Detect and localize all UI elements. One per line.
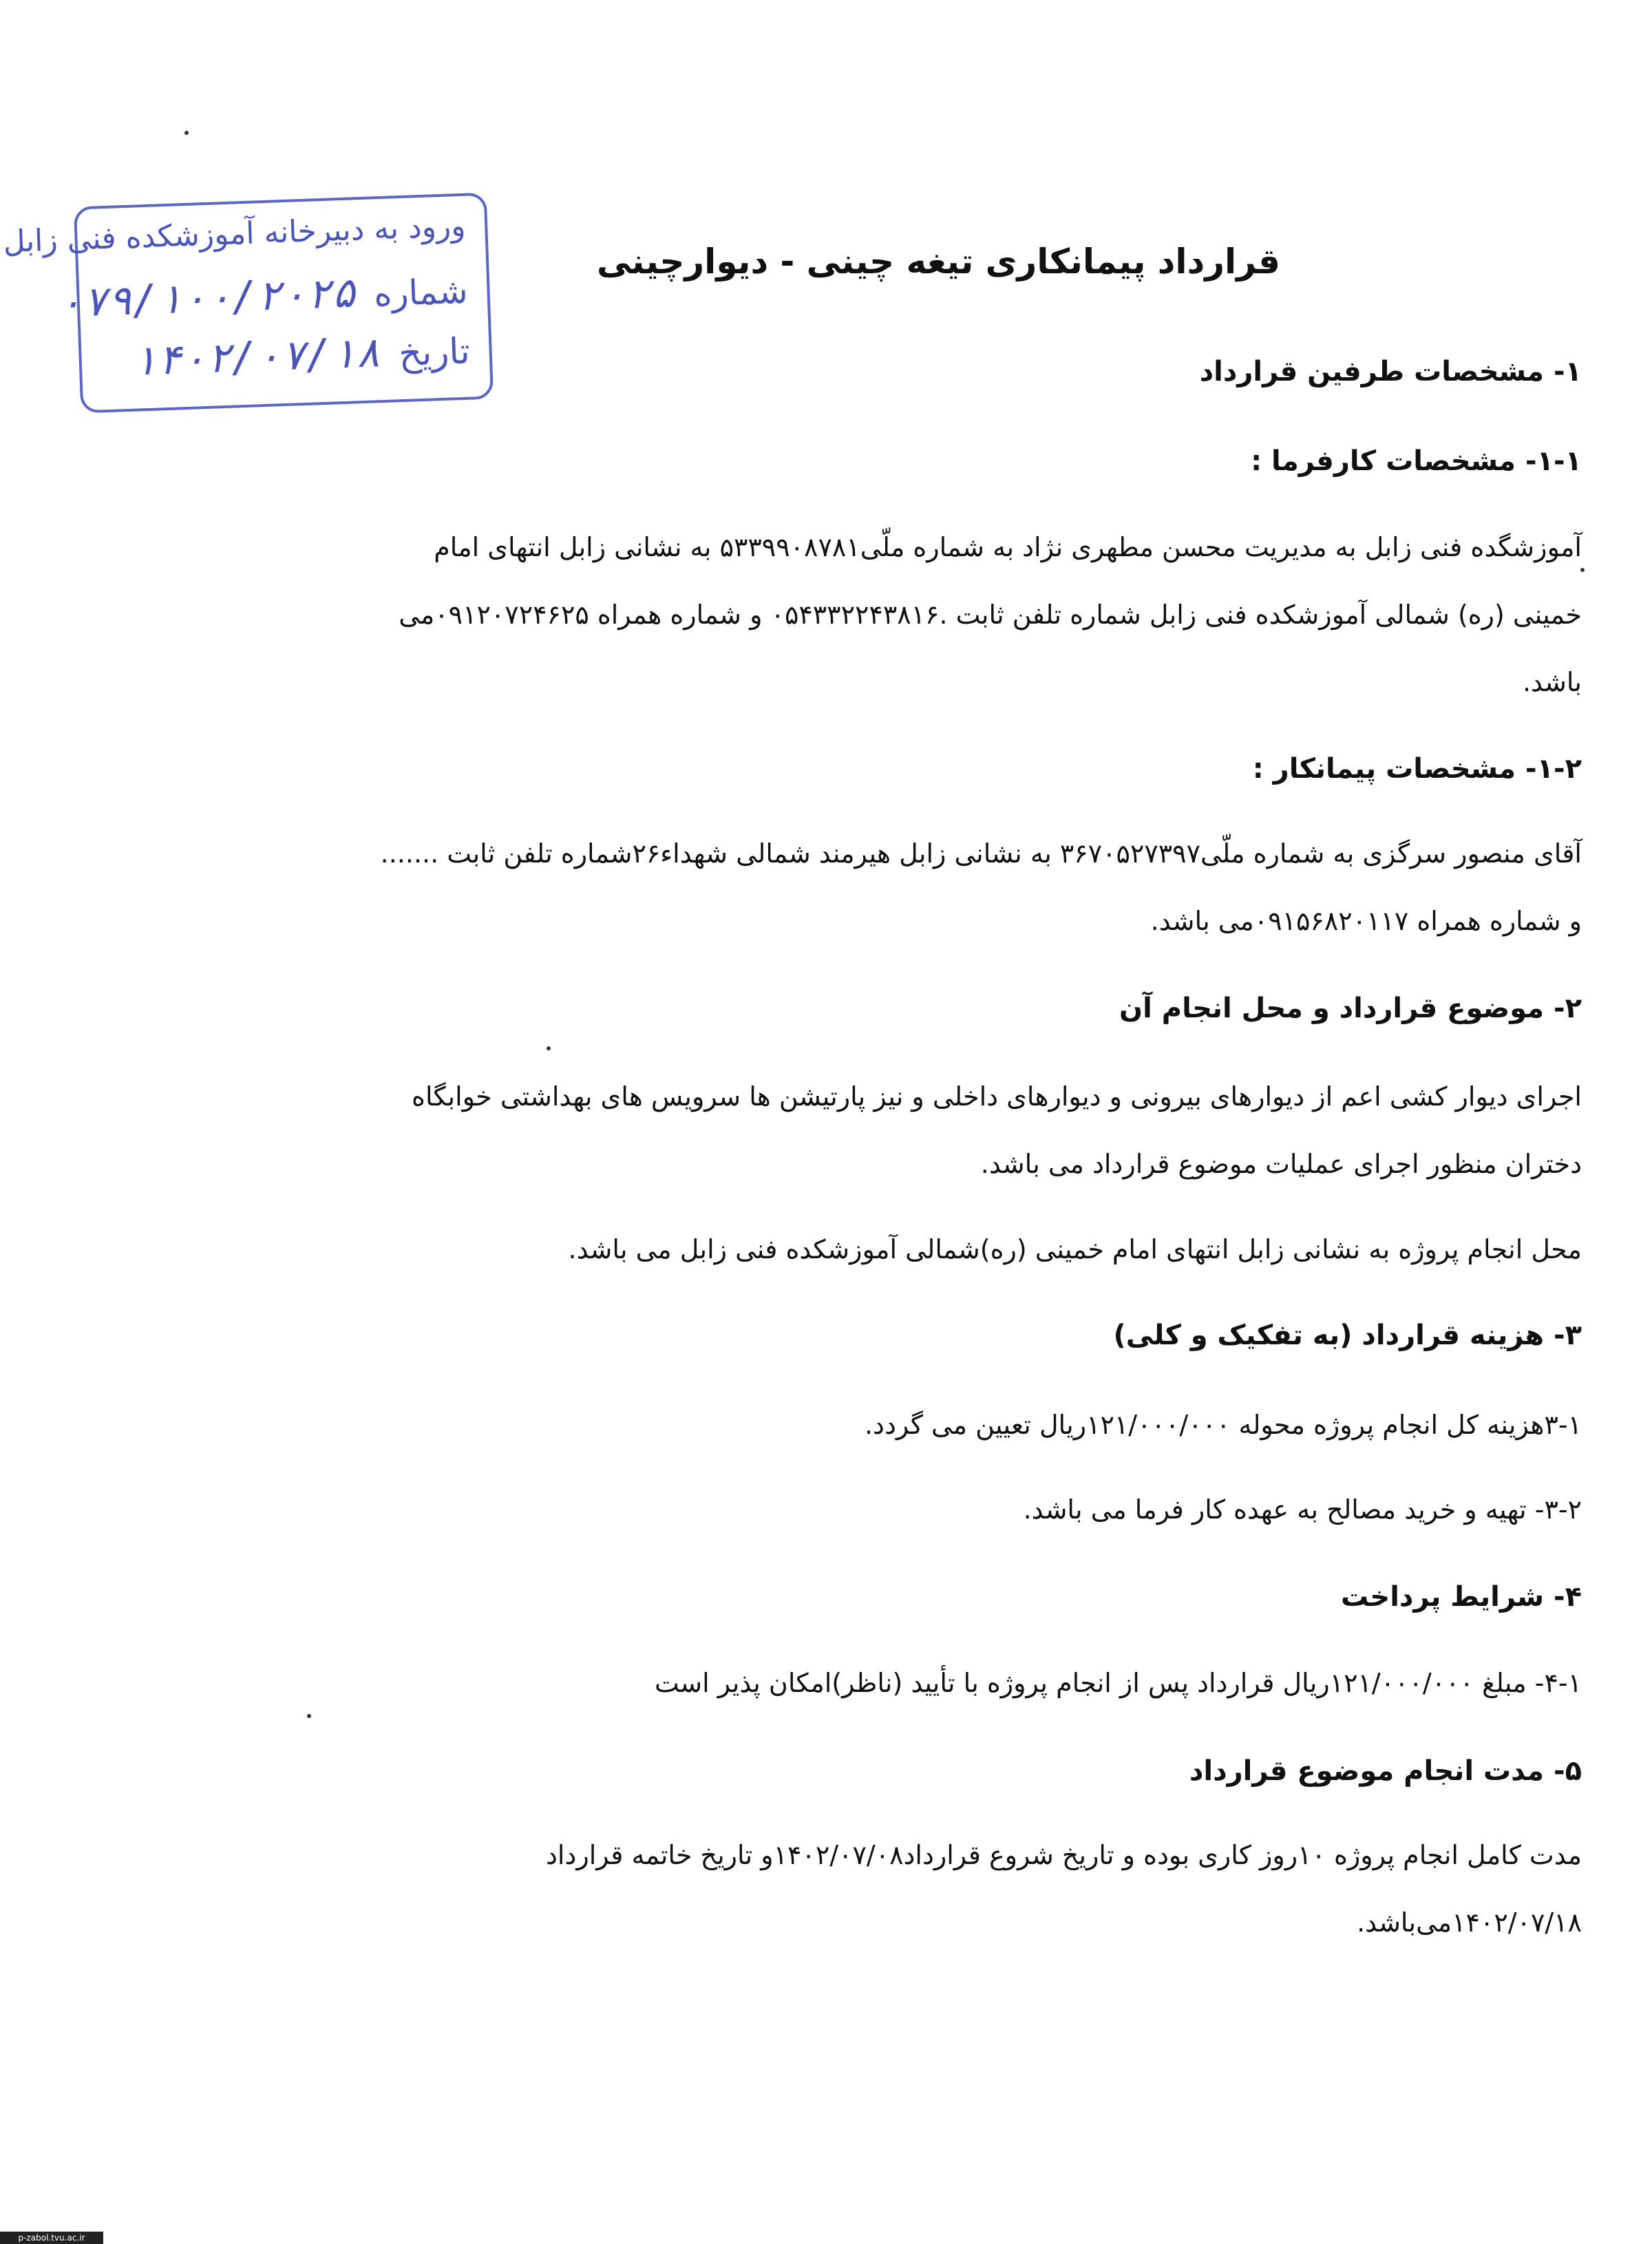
contractor-line-2: و شماره همراه ۰۹۱۵۶۸۲۰۱۱۷می باشد. bbox=[1150, 906, 1582, 936]
subject-line-1: اجرای دیوار کشی اعم از دیوارهای بیرونی و دیوارهای داخلی و نیز پارتیشن ها سرویس های بهداشتی خوابگاه bbox=[412, 1081, 1582, 1112]
employer-line-1: آموزشگده فنی زابل به مدیریت محسن مطهری نژاد به شماره ملّی۵۳۳۹۹۰۸۷۸۱ به نشانی زابل انتهای امام bbox=[434, 532, 1582, 562]
section-5-heading: ۵- مدت انجام موضوع قرارداد bbox=[1189, 1755, 1582, 1787]
employer-line-2: خمینی (ره) شمالی آموزشکده فنی زابل شماره تلفن ثابت .۰۵۴۳۳۲۲۴۳۸۱۶ و شماره همراه ۰۹۱۲۰۷۲۴۶۲۵می bbox=[399, 600, 1582, 630]
scan-speck bbox=[184, 131, 189, 135]
contractor-line-1: آقای منصور سرگزی به شماره ملّی۳۶۷۰۵۲۷۳۹۷ به نشانی زابل هیرمند شمالی شهداء۲۶شماره تلفن ثابت ....... bbox=[380, 838, 1582, 869]
stamp-date-value: ۱۴۰۲/۰۷/۱۸ bbox=[131, 328, 381, 385]
section-3-heading: ۳- هزینه قرارداد (به تفکیک و کلی) bbox=[1113, 1320, 1582, 1351]
employer-line-3: باشد. bbox=[1522, 667, 1582, 697]
duration-line-1: مدت کامل انجام پروژه ۱۰روز کاری بوده و تاریخ شروع قرارداد۱۴۰۲/۰۷/۰۸و تاریخ خاتمه قرارداد bbox=[545, 1840, 1582, 1870]
payment-line-1: ۴-۱- مبلغ ۱۲۱/۰۰۰/۰۰۰ریال قرارداد پس از انجام پروژه با تأیید (ناظر)امکان پذیر است bbox=[654, 1668, 1582, 1698]
scan-speck bbox=[1580, 568, 1585, 572]
cost-line-1: ۳-۱هزینه کل انجام پروژه محوله ۱۲۱/۰۰۰/۰۰۰ریال تعیین می گردد. bbox=[864, 1410, 1582, 1440]
stamp-date-label: تاریخ bbox=[398, 330, 471, 375]
stamp-date-row bbox=[131, 326, 470, 385]
scan-speck bbox=[307, 1714, 311, 1718]
section-2-heading: ۲- موضوع قرارداد و محل انجام آن bbox=[1119, 993, 1582, 1024]
stamp-number-row bbox=[57, 265, 469, 328]
registry-stamp bbox=[2, 193, 494, 414]
employer-heading: ۱-۱- مشخصات کارفرما : bbox=[1251, 445, 1582, 477]
cost-line-2: ۳-۲- تهیه و خرید مصالح به عهده کار فرما می باشد. bbox=[1023, 1494, 1582, 1525]
section-4-heading: ۴- شرایط پرداخت bbox=[1341, 1581, 1582, 1613]
scan-speck bbox=[547, 1046, 551, 1050]
contractor-heading: ۱-۲- مشخصات پیمانکار : bbox=[1252, 753, 1582, 785]
document-title: قرارداد پیمانکاری تیغه چینی - دیوارچینی bbox=[596, 242, 1280, 282]
duration-line-2: ۱۴۰۲/۰۷/۱۸می‌باشد. bbox=[1357, 1907, 1582, 1938]
location-line: محل انجام پروژه به نشانی زابل انتهای امام خمینی (ره)شمالی آموزشکده فنی زابل می باشد. bbox=[568, 1234, 1582, 1264]
stamp-number-value: ۰۷۹/۱۰۰/۲۰۲۵ bbox=[56, 268, 357, 328]
stamp-header: ورود به دبیرخانه آموزشکده فنی زابل bbox=[2, 208, 467, 260]
stamp-number-label: شماره bbox=[373, 271, 469, 315]
section-1-heading: ۱- مشخصات طرفین قرارداد bbox=[1199, 356, 1582, 388]
footer-watermark: p-zabol.tvu.ac.ir bbox=[0, 2232, 103, 2244]
subject-line-2: دختران منظور اجرای عملیات موضوع قرارداد می باشد. bbox=[980, 1149, 1582, 1179]
